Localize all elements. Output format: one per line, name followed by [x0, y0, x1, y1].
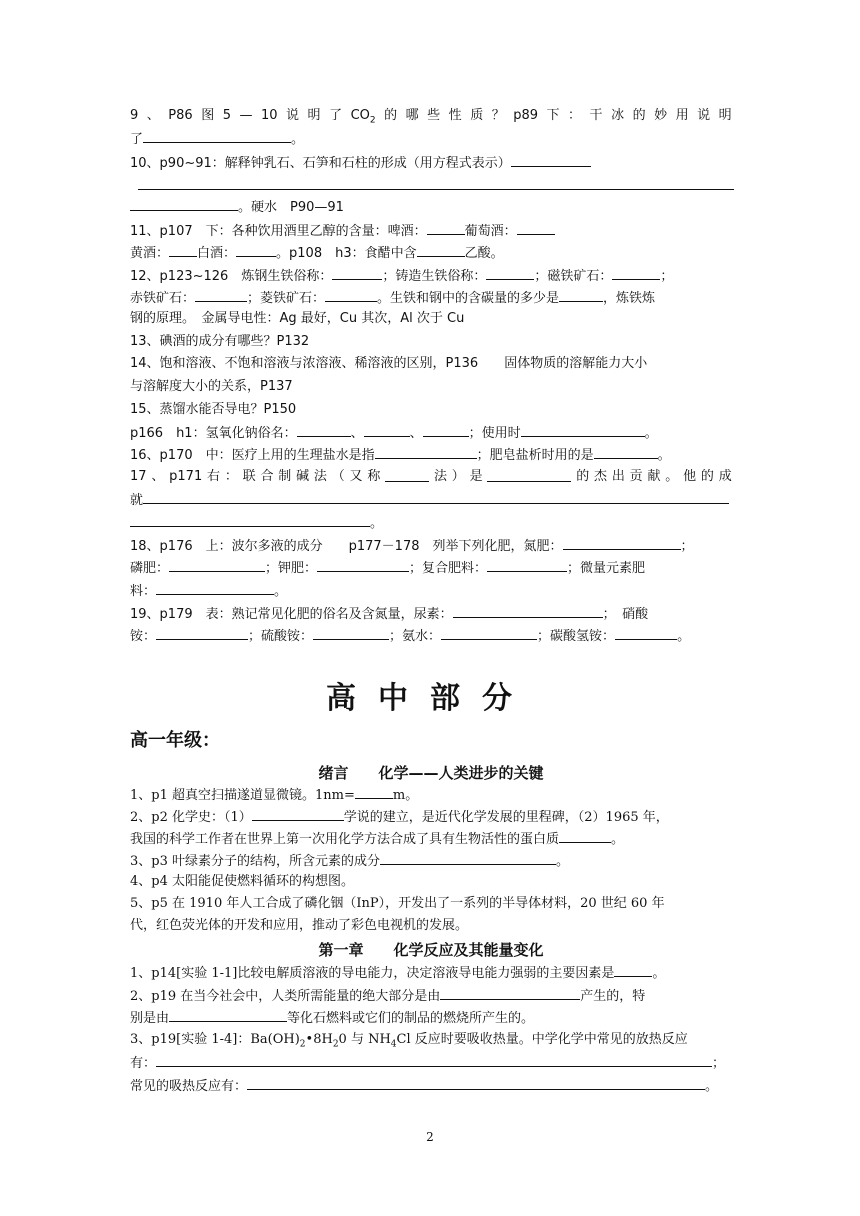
blank[interactable] — [521, 422, 645, 437]
q9-token: 明 — [307, 108, 321, 123]
blank[interactable] — [385, 467, 429, 482]
intro-5-line2: 代，红色荧光体的开发和应用，推动了彩色电视机的发展。 — [130, 918, 469, 933]
q17-token: 17 — [130, 469, 147, 484]
text: 赤铁矿石： — [130, 291, 196, 306]
q9-token: 些 — [427, 108, 441, 123]
q9-token: 、 — [146, 108, 160, 123]
answer-line[interactable] — [138, 189, 734, 190]
blank[interactable] — [594, 444, 658, 459]
q17-token: 合 — [260, 469, 274, 484]
blank[interactable] — [441, 625, 537, 640]
blank[interactable] — [380, 850, 556, 865]
text: 乙酸。 — [464, 246, 504, 261]
text: ； 硝酸 — [602, 607, 649, 622]
text: 11、p107 下：各种饮用酒里乙醇的含量：啤酒： — [130, 224, 427, 239]
text: m。 — [392, 788, 419, 803]
blank[interactable] — [440, 985, 580, 1000]
text: 。生铁和钢中的含碳量的多少是 — [377, 291, 560, 306]
text: 就 — [130, 493, 144, 508]
q17-token: 称 — [367, 469, 381, 484]
blank[interactable] — [615, 625, 677, 640]
blank[interactable] — [156, 625, 248, 640]
question-10-line1 — [130, 152, 732, 174]
text: 2、p2 化学史：（1） — [130, 810, 252, 825]
q17-token: p171 — [169, 469, 203, 484]
text: 黄酒： — [130, 246, 170, 261]
chapter-1-q3-line3 — [130, 1075, 732, 1097]
question-15: 15、蒸馏水能否导电？P150 — [130, 402, 297, 417]
q17-token: （ — [331, 469, 345, 484]
q9-token: P86 — [168, 108, 193, 123]
q9-token: p89 — [513, 108, 539, 123]
question-18-line1 — [130, 535, 732, 557]
chapter-1-q1 — [130, 962, 732, 984]
q9-token: 9 — [130, 108, 139, 123]
text: ； — [660, 269, 674, 284]
q17-token: 成 — [718, 469, 732, 484]
text: ；硫酸铵： — [248, 629, 314, 644]
q9-token: ？ — [491, 108, 505, 123]
text: 料： — [130, 584, 157, 599]
text: 有： — [130, 1056, 157, 1071]
text: 铵： — [130, 629, 157, 644]
text: 。 — [556, 854, 570, 869]
blank[interactable] — [156, 1052, 712, 1067]
text: ； — [680, 539, 694, 554]
text: 3、p3 叶绿素分子的结构，所含元素的成分 — [130, 854, 380, 869]
blank[interactable] — [297, 422, 351, 437]
blank[interactable] — [614, 962, 652, 977]
intro-5-line1: 5、p5 在 1910 年人工合成了磷化铟（InP），开发出了一系列的半导体材料，20 世纪 60 年 — [130, 896, 665, 911]
text: ；碳酸氢铵： — [537, 629, 616, 644]
text: 。 — [370, 516, 384, 531]
question-10-line3 — [130, 196, 732, 218]
blank[interactable] — [195, 287, 247, 302]
blank[interactable] — [130, 512, 370, 527]
text: ； — [712, 1056, 726, 1071]
text: p166 h1：氢氧化钠俗名： — [130, 426, 297, 441]
q17-token: ） — [451, 469, 465, 484]
blank[interactable] — [486, 265, 534, 280]
q9-token: 说 — [697, 108, 711, 123]
q17-token: 的 — [700, 469, 714, 484]
subscript: 2 — [369, 115, 376, 126]
question-9-line1 — [130, 106, 732, 126]
q9-token: ： — [568, 108, 582, 123]
text: 1、p1 超真空扫描遂道显微镜。1nm= — [130, 788, 355, 803]
q17-token: ： — [224, 469, 238, 484]
blank[interactable] — [143, 489, 729, 504]
blank[interactable] — [325, 287, 377, 302]
q9-token: — — [239, 108, 253, 123]
blank[interactable] — [563, 535, 681, 550]
q17-token: 右 — [207, 469, 221, 484]
question-17-line1 — [130, 467, 732, 487]
q17-token: 。 — [665, 469, 679, 484]
text: 葡萄酒： — [464, 224, 517, 239]
text: ；铸造生铁俗称： — [382, 269, 487, 284]
text: 磷肥： — [130, 561, 170, 576]
text: 16、p170 中：医疗上用的生理盐水是指 — [130, 448, 375, 463]
text: 。p108 h3：食醋中含 — [276, 246, 417, 261]
q17-token: 联 — [242, 469, 256, 484]
subscript: 2 — [299, 1039, 306, 1050]
intro-3 — [130, 850, 732, 872]
chapter-1-q2-line2 — [130, 1007, 732, 1029]
text: 。 — [705, 1079, 719, 1094]
q9-token: 冰 — [611, 108, 625, 123]
q9-token: 说 — [286, 108, 300, 123]
text: ；磁铁矿石： — [534, 269, 613, 284]
blank[interactable] — [355, 784, 393, 799]
blank[interactable] — [169, 1007, 287, 1022]
text: 别是由 — [130, 1011, 170, 1026]
q9-token: 图 — [201, 108, 215, 123]
q9-token: 明 — [718, 108, 732, 123]
blank[interactable] — [417, 242, 465, 257]
q9-token: 的 — [632, 108, 646, 123]
q9-token: 的 — [384, 108, 398, 123]
blank[interactable] — [511, 152, 591, 167]
text: 18、p176 上：波尔多液的成分 p177－178 列举下列化肥，氮肥： — [130, 539, 563, 554]
question-19-line2 — [130, 625, 732, 647]
question-9-line2 — [130, 128, 732, 150]
subscript: 4 — [390, 1039, 397, 1050]
blank[interactable] — [130, 196, 238, 211]
blank[interactable] — [364, 422, 410, 437]
q17-token: 杰 — [594, 469, 608, 484]
question-17-line3 — [130, 512, 732, 534]
text: ，炼铁炼 — [603, 291, 656, 306]
intro-2-line2 — [130, 828, 732, 850]
blank[interactable] — [156, 580, 274, 595]
text: ；复合肥料： — [409, 561, 488, 576]
chapter-1-q3-line2 — [130, 1052, 732, 1074]
q9-token: 5 — [222, 108, 231, 123]
q17-token: 贡 — [629, 469, 643, 484]
question-11-line1 — [130, 220, 732, 242]
text: 我国的科学工作者在世界上第一次用化学方法合成了具有生物活性的蛋白质 — [130, 832, 560, 847]
intro-1 — [130, 784, 732, 806]
text: 。 — [677, 629, 691, 644]
text: 常见的吸热反应有： — [130, 1079, 248, 1094]
blank[interactable] — [453, 603, 603, 618]
question-13: 13、碘酒的成分有哪些？P132 — [130, 334, 310, 349]
question-18-line2 — [130, 557, 732, 579]
text: 。 — [274, 584, 288, 599]
text: 10、p90~91：解释钟乳石、石笋和石柱的形成（用方程式表示） — [130, 156, 511, 171]
page-number: 2 — [426, 1130, 434, 1144]
blank[interactable] — [332, 265, 382, 280]
q17-token: 是 — [469, 469, 483, 484]
text: ；使用时 — [468, 426, 521, 441]
q9-token: 了 — [329, 108, 343, 123]
q17-token: 法 — [433, 469, 447, 484]
question-15-naoh — [130, 422, 732, 444]
q9-token: 性 — [448, 108, 462, 123]
text: 、 — [409, 426, 423, 441]
text: 。硬水 P90—91 — [238, 200, 344, 215]
question-12-line3: 钢的原理。 金属导电性：Ag 最好，Cu 其次，Al 次于 Cu — [130, 311, 465, 326]
blank[interactable] — [313, 625, 389, 640]
chapter-1-title: 第一章 化学反应及其能量变化 — [318, 941, 544, 959]
text: 白酒： — [197, 246, 237, 261]
text: 3、p19[实验 1-4]：Ba(OH) — [130, 1032, 300, 1047]
question-12-line1 — [130, 265, 732, 287]
q9-token: CO — [350, 108, 370, 123]
text: 。 — [611, 832, 625, 847]
text: 19、p179 表：熟记常见化肥的俗名及含氮量，尿素： — [130, 607, 453, 622]
text: 了 — [130, 132, 144, 147]
blank[interactable] — [169, 242, 197, 257]
blank[interactable] — [487, 557, 567, 572]
question-19-line1 — [130, 603, 732, 625]
text: 0 与 NH — [338, 1032, 391, 1047]
blank[interactable] — [247, 1075, 705, 1090]
q9-token: 哪 — [405, 108, 419, 123]
q17-token: 献 — [647, 469, 661, 484]
blank[interactable] — [559, 287, 603, 302]
text: 产生的，特 — [580, 989, 646, 1004]
blank[interactable] — [252, 806, 344, 821]
question-14-line1: 14、饱和溶液、不饱和溶液与浓溶液、稀溶液的区别，P136 固体物质的溶解能力大小 — [130, 356, 648, 371]
q17-token: 的 — [576, 469, 590, 484]
co2-formula — [351, 106, 376, 126]
text: •8H — [305, 1032, 333, 1047]
blank[interactable] — [169, 557, 265, 572]
intro-title: 绪言 化学——人类进步的关键 — [318, 764, 544, 782]
q17-token: 他 — [683, 469, 697, 484]
text: 1、p14[实验 1-1]比较电解质溶液的导电能力，决定溶液导电能力强弱的主要因素是 — [130, 966, 615, 981]
chapter-1-q2-line1 — [130, 985, 732, 1007]
text: ；微量元素肥 — [567, 561, 646, 576]
blank[interactable] — [375, 444, 477, 459]
blank[interactable] — [317, 557, 409, 572]
text: 12、p123~126 炼钢生铁俗称： — [130, 269, 333, 284]
question-17-line2 — [130, 489, 732, 511]
text: 等化石燃料或它们的制品的燃烧所产生的。 — [287, 1011, 535, 1026]
text: 学说的建立，是近代化学发展的里程碑，（2）1965 年， — [343, 810, 669, 825]
q17-token: 碱 — [296, 469, 310, 484]
q9-token: 下 — [546, 108, 560, 123]
grade-heading: 高一年级： — [130, 730, 220, 751]
intro-4: 4、p4 太阳能促使燃料循环的构想图。 — [130, 874, 354, 889]
q17-token: 出 — [611, 469, 625, 484]
q17-token: 、 — [151, 469, 165, 484]
text: 。 — [652, 966, 666, 981]
text: ；氨水： — [389, 629, 442, 644]
q9-token: 妙 — [654, 108, 668, 123]
text: 。 — [657, 448, 671, 463]
text: 2、p19 在当今社会中，人类所需能量的绝大部分是由 — [130, 989, 441, 1004]
q17-token: 制 — [278, 469, 292, 484]
text: ；菱铁矿石： — [247, 291, 326, 306]
blank[interactable] — [487, 467, 571, 482]
text: ；肥皂盐析时用的是 — [476, 448, 594, 463]
text: ；钾肥： — [265, 561, 318, 576]
question-16 — [130, 444, 732, 466]
q9-token: 10 — [260, 108, 278, 123]
text: 、 — [350, 426, 364, 441]
question-18-line3 — [130, 580, 732, 602]
blank[interactable] — [517, 220, 555, 235]
blank[interactable] — [612, 265, 660, 280]
question-11-line2 — [130, 242, 732, 264]
q17-token: 又 — [349, 469, 363, 484]
chapter-1-q3-line1 — [130, 1030, 732, 1050]
subscript: 2 — [332, 1039, 339, 1050]
text: 。 — [644, 426, 658, 441]
q17-token: 法 — [313, 469, 327, 484]
section-heading: 高中部分 — [326, 681, 534, 716]
text: Cl 反应时要吸收热量。中学化学中常见的放热反应 — [396, 1032, 688, 1047]
text: 。 — [291, 132, 305, 147]
q9-token: 质 — [470, 108, 484, 123]
question-14-line2: 与溶解度大小的关系，P137 — [130, 379, 293, 394]
blank[interactable] — [559, 828, 611, 843]
intro-2-line1 — [130, 806, 732, 828]
q9-token: 干 — [589, 108, 603, 123]
blank[interactable] — [423, 422, 469, 437]
blank[interactable] — [427, 220, 465, 235]
q9-token: 用 — [675, 108, 689, 123]
question-12-line2 — [130, 287, 732, 309]
blank[interactable] — [143, 128, 291, 143]
blank[interactable] — [236, 242, 276, 257]
